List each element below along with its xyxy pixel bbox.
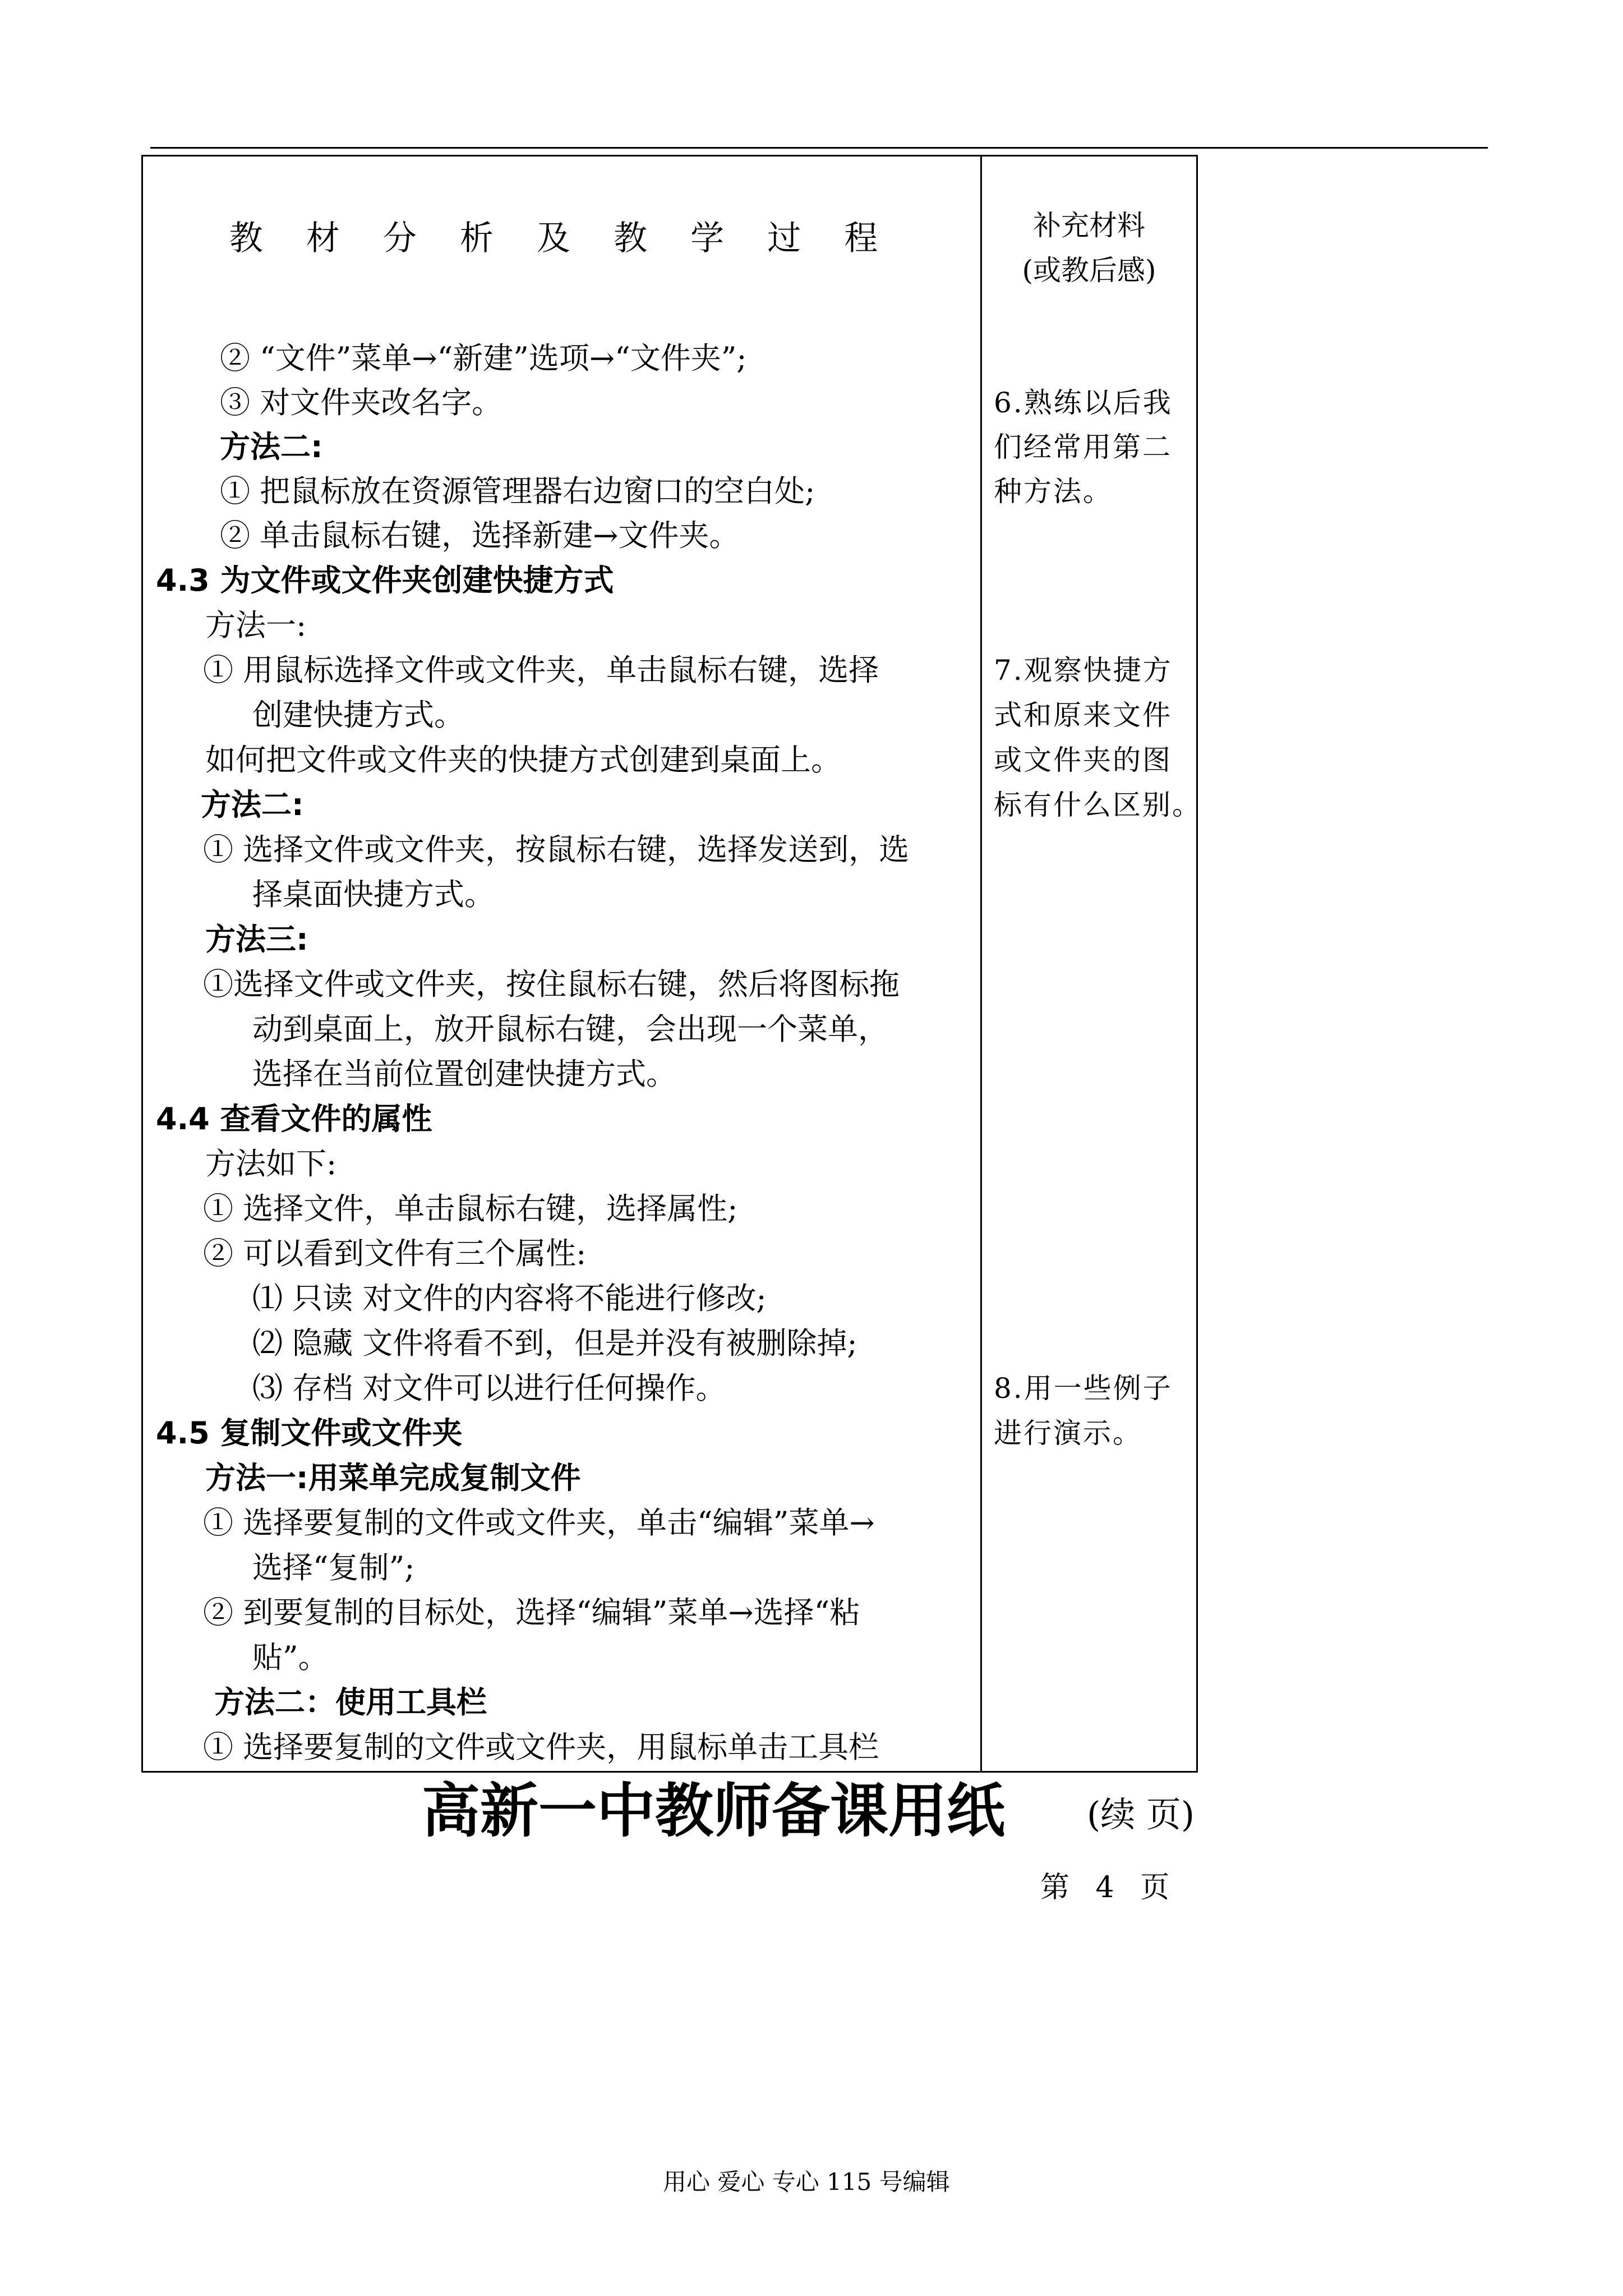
bottom-footer-note: 用心 爱心 专心 115 号编辑 — [663, 2168, 950, 2196]
content-line: ① 把鼠标放在资源管理器右边窗口的空白处; — [220, 473, 815, 509]
note-line: 8.用一些例子 — [994, 1372, 1173, 1405]
content-line: ① 用鼠标选择文件或文件夹，单击鼠标右键，选择 — [203, 652, 879, 688]
content-line: 方法一:用菜单完成复制文件 — [205, 1460, 581, 1496]
form-title: 高新一中教师备课用纸 — [422, 1777, 1006, 1845]
content-line: ①选择文件或文件夹，按住鼠标右键，然后将图标拖 — [203, 967, 900, 1002]
continued-label: (续 页) — [1087, 1794, 1195, 1835]
content-line: ① 选择文件或文件夹，按鼠标右键，选择发送到，选 — [203, 832, 910, 867]
note-line: 式和原来文件 — [994, 699, 1172, 731]
note-line: 6.熟练以后我 — [994, 386, 1173, 419]
header-side-line-2: (或教后感) — [1022, 254, 1156, 287]
content-line: ② 可以看到文件有三个属性: — [203, 1236, 587, 1271]
content-line: ③ 对文件夹改名字。 — [220, 385, 502, 420]
section-heading: 4.5 复制文件或文件夹 — [156, 1415, 463, 1451]
content-line: 选择在当前位置创建快捷方式。 — [252, 1056, 676, 1092]
content-line: ⑶ 存档 对文件可以进行任何操作。 — [252, 1370, 726, 1406]
content-line: 方法二: — [220, 429, 323, 464]
content-line: 方法三: — [205, 922, 308, 957]
section-heading: 4.3 为文件或文件夹创建快捷方式 — [156, 563, 614, 598]
top-rule — [150, 147, 1488, 149]
content-line: ② 到要复制的目标处，选择“编辑”菜单→选择“粘 — [203, 1595, 860, 1630]
content-line: 创建快捷方式。 — [252, 697, 464, 733]
content-line: 方法一: — [205, 608, 307, 643]
table-header-side — [982, 203, 1196, 293]
content-line: 择桌面快捷方式。 — [252, 877, 495, 912]
content-line: 方法二：使用工具栏 — [214, 1685, 487, 1720]
page-number: 第 4 页 — [1040, 1871, 1170, 1904]
note-line: 们经常用第二 — [994, 431, 1172, 463]
content-line: ⑴ 只读 对文件的内容将不能进行修改; — [252, 1281, 767, 1316]
content-line: ⑵ 隐藏 文件将看不到，但是并没有被删除掉; — [252, 1326, 857, 1361]
section-heading: 4.4 查看文件的属性 — [156, 1101, 432, 1137]
content-line: 选择“复制”; — [252, 1550, 415, 1585]
content-line: 动到桌面上，放开鼠标右键，会出现一个菜单， — [252, 1011, 888, 1047]
note-line: 或文件夹的图 — [994, 744, 1172, 776]
note-line: 种方法。 — [994, 475, 1113, 508]
content-line: ① 选择文件，单击鼠标右键，选择属性; — [203, 1191, 738, 1226]
content-line: 方法如下: — [205, 1146, 337, 1181]
content-line: 方法二: — [201, 787, 304, 822]
content-line: ② “文件”菜单→“新建”选项→“文件夹”; — [220, 341, 747, 376]
content-line: ① 选择要复制的文件或文件夹，单击“编辑”菜单→ — [203, 1505, 875, 1540]
note-line: 标有什么区别。 — [994, 789, 1202, 821]
content-line: 贴”。 — [252, 1640, 329, 1675]
content-line: 如何把文件或文件夹的快捷方式创建到桌面上。 — [205, 742, 841, 777]
content-line: ② 单击鼠标右键，选择新建→文件夹。 — [220, 518, 740, 553]
note-line: 7.观察快捷方 — [994, 654, 1173, 687]
note-line: 进行演示。 — [994, 1417, 1142, 1450]
content-line: ① 选择要复制的文件或文件夹，用鼠标单击工具栏 — [203, 1729, 879, 1765]
header-side-line-1: 补充材料 — [1033, 209, 1145, 242]
column-divider — [980, 155, 982, 1773]
table-header-main: 教 材 分 析 及 教 学 过 程 — [229, 219, 895, 258]
